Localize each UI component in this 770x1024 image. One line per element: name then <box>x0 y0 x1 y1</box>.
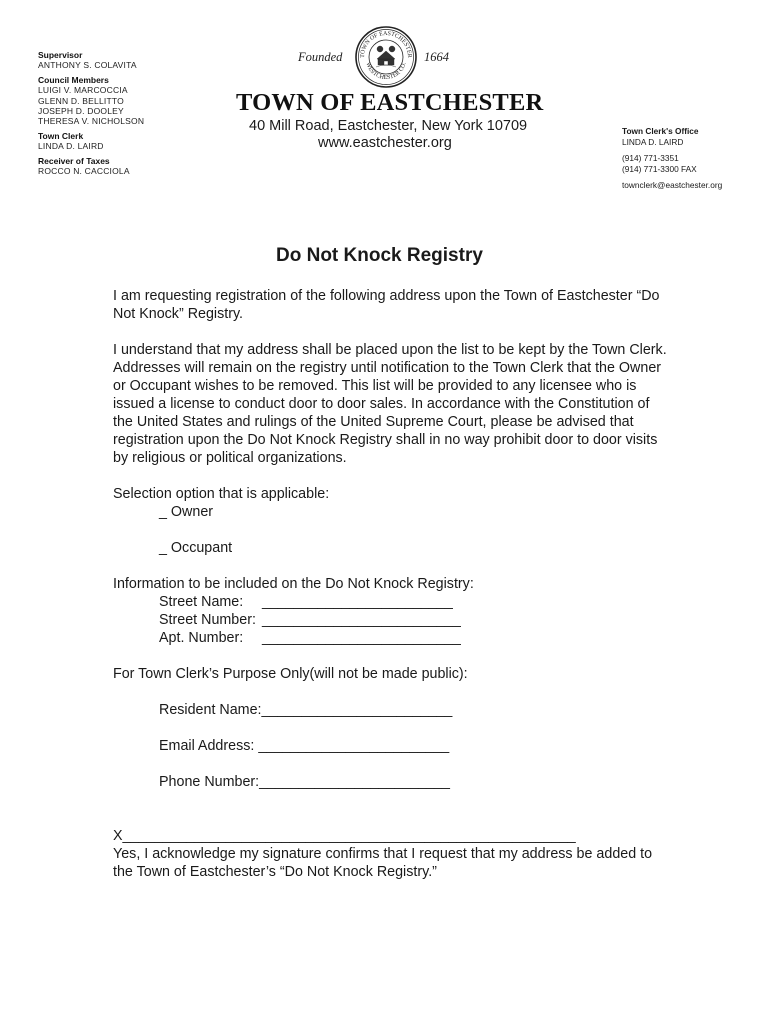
clerk-office-fax: (914) 771-3300 FAX <box>622 163 697 174</box>
street-name-label: Street Name: <box>159 594 244 610</box>
receiver-label: Receiver of Taxes <box>38 155 110 166</box>
phone-number-field[interactable]: Phone Number:________________________ <box>159 774 450 790</box>
clerk-office-name: LINDA D. LAIRD <box>622 136 684 147</box>
council-block <box>38 75 218 127</box>
supervisor-block <box>38 50 218 71</box>
street-name-field[interactable]: ________________________ <box>262 594 453 610</box>
town-seal-icon <box>354 25 418 89</box>
town-name: TOWN OF EASTCHESTER <box>236 89 544 116</box>
receiver-name: ROCCO N. CACCIOLA <box>38 166 130 177</box>
occupant-option[interactable]: _ Occupant <box>159 540 233 556</box>
owner-option[interactable]: _ Owner <box>159 504 214 520</box>
clerk-office-email[interactable]: townclerk@eastchester.org <box>622 180 723 191</box>
council-label: Council Members <box>38 74 109 85</box>
founded-label: Founded <box>298 50 343 64</box>
officials-column <box>38 50 218 180</box>
clerk-block <box>38 131 218 152</box>
street-number-row <box>113 611 673 629</box>
signature-line[interactable]: X_________________________________________________________ <box>113 828 576 844</box>
street-number-label: Street Number: <box>159 612 256 628</box>
clerk-office-column <box>622 126 762 191</box>
info-label: Information to be included on the Do Not Knock Registry: <box>113 576 474 592</box>
street-number-field[interactable]: _________________________ <box>262 612 461 628</box>
council-member: LUIGI V. MARCOCCIA <box>38 85 128 96</box>
apt-number-row <box>113 629 673 647</box>
founded-year: 1664 <box>424 50 449 64</box>
request-paragraph: I am requesting registration of the following address upon the Town of Eastchester “Do Not Knock” Registry. <box>113 288 660 322</box>
street-name-row <box>113 593 673 611</box>
clerk-office-phone: (914) 771-3351 <box>622 153 679 164</box>
understanding-paragraph: I understand that my address shall be placed upon the list to be kept by the Town Clerk. Addresses will remain on the registry until notification to the Town Clerk that the Owner or Occupant wishes to be removed. This list will be provided to any licensee who is issued a license to conduct door to door sales. In accordance with the Constitution of the United States and rulings of the United Supreme Court, please be advised that registration upon the Do Not Knock Registry shall in no way prohibit door to door visits by religious or political organizations. <box>113 342 667 466</box>
seal-text-top: TOWN OF EASTCHESTER <box>359 30 413 59</box>
apt-number-field[interactable]: _________________________ <box>262 630 461 646</box>
clerk-label: Town Clerk <box>38 130 84 141</box>
town-address: 40 Mill Road, Eastchester, New York 10709 <box>249 118 528 134</box>
resident-name-field[interactable]: Resident Name:________________________ <box>159 702 453 718</box>
council-member: GLENN D. BELLITTO <box>38 95 124 106</box>
council-member: JOSEPH D. DOOLEY <box>38 106 124 117</box>
supervisor-name: ANTHONY S. COLAVITA <box>38 60 137 71</box>
acknowledgement-text: Yes, I acknowledge my signature confirms that I request that my address be added to the Town of Eastchester’s “Do Not Knock Registry.” <box>113 846 653 880</box>
apt-number-label: Apt. Number: <box>159 630 244 646</box>
clerk-office-label: Town Clerk's Office <box>622 126 699 136</box>
supervisor-label: Supervisor <box>38 50 83 60</box>
document-title: Do Not Knock Registry <box>276 245 483 266</box>
clerk-name: LINDA D. LAIRD <box>38 141 104 152</box>
email-address-field[interactable]: Email Address: ________________________ <box>159 738 450 754</box>
town-website-link[interactable]: www.eastchester.org <box>318 135 452 151</box>
seal-text-bottom: WESTCHESTER CO. <box>364 61 408 82</box>
document-body <box>113 287 673 881</box>
selection-label: Selection option that is applicable: <box>113 486 330 502</box>
clerk-purpose-label: For Town Clerk’s Purpose Only(will not be made public): <box>113 666 468 682</box>
council-member: THERESA V. NICHOLSON <box>38 116 145 127</box>
receiver-block <box>38 156 218 177</box>
